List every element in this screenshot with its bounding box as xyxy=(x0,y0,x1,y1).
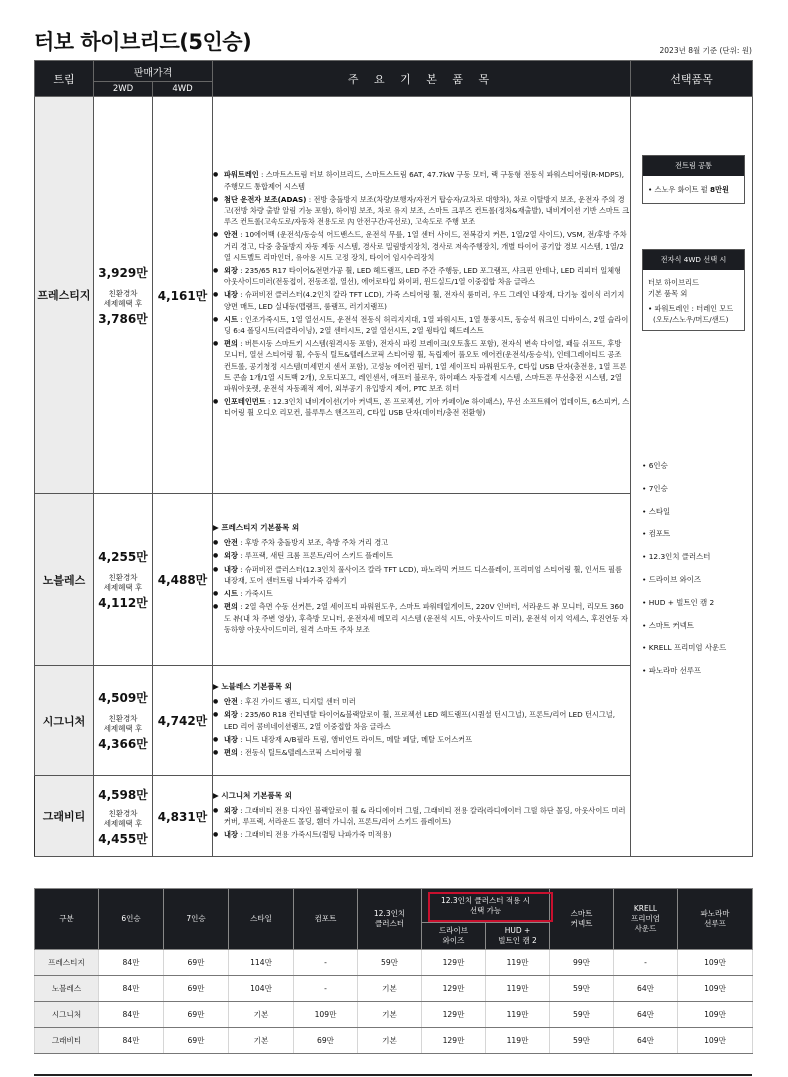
price-2wd: 4,255만 xyxy=(98,550,148,564)
price-2wd-cell xyxy=(94,776,153,857)
option-price-cell: 119만 xyxy=(486,950,550,976)
option-price-cell: 114만 xyxy=(229,950,294,976)
price-2wd: 4,598만 xyxy=(98,787,148,802)
feature-item: ● 시트 : 인조가죽시트, 1열 열선시트, 운전석 전동식 허리지지대, 1열 파워시트, 1열 통풍시트, 동승석 워크인 디바이스, 2열 슬라이딩 6:4 폴딩시트(리클라이닝), 2열 센터시트, 2열 열선시트, 2열 윙타입 헤드레스트 xyxy=(213,314,630,336)
features-cell xyxy=(213,494,631,666)
option-price-cell: 64만 xyxy=(614,1028,678,1054)
feature-item: ● 외장 : 루프랙, 새틴 크롬 프론트/리어 스키드 플레이트 xyxy=(213,550,630,561)
benefit-line2: 세제혜택 후 xyxy=(103,298,143,308)
option-price-cell: - xyxy=(294,950,358,976)
option-item: • 컴포트 xyxy=(642,529,671,539)
feature-item: ● 내장 : 그래비티 전용 가죽시트(퀼팅 나파가죽 미적용) xyxy=(213,829,630,840)
option-price-cell: 109만 xyxy=(678,1028,753,1054)
option-item: • 7인승 xyxy=(642,483,668,493)
price-2wd: 4,509만 xyxy=(98,691,148,705)
option-price-cell: 109만 xyxy=(678,1002,753,1028)
header-trim: 트림 xyxy=(35,61,94,97)
all-trims-item: • 스노우 화이트 펄 8만원 xyxy=(648,185,729,194)
option-row xyxy=(35,950,753,976)
price-4wd: 4,831만 xyxy=(153,776,213,857)
feature-list xyxy=(213,169,630,418)
feature-item: ● 안전 : 10에어백 (운전석/동승석 어드밴스드, 운전석 무릎, 1열 센터 사이드, 전복감지 커튼, 1열/2열 사이드), VSM, 전/후방 주차 거리 경고, 다중 충돌방지 자동 제동 시스템, 경사로 밀림방지장치, 경사로 저속주행장치, 개별 타이어 공기압 경보 시스템, 1열/2열 시트벨트 리마인더, 유아용 시트 고정 장치, 타이어 임시수리장치 xyxy=(213,229,630,263)
option-price-cell: 104만 xyxy=(229,976,294,1002)
option-price-cell: - xyxy=(294,976,358,1002)
option-price-cell: 84만 xyxy=(99,976,164,1002)
opt-header-style: 스타일 xyxy=(229,889,294,950)
benefit-line1: 친환경차 xyxy=(108,808,138,818)
price-2wd-cell xyxy=(94,97,153,494)
feature-item: ● 편의 : 버튼시동 스마트키 시스템(원격시동 포함), 전자식 파킹 브레이크(오토홀드 포함), 전자식 변속 다이얼, 패들 쉬프트, 후방 모니터, 열선 스티어링 휠, 수동식 틸트&텔레스코픽 스티어링 휠, 독립제어 풀오토 에어컨(운전석/동승석), 인테그레이티드 공조 컨트롤, 공기청정 시스템(미세먼지 센서 포함), 고성능 에어컨 필터, 1열 세이프티 파워윈도우, C타입 USB 단자(충전용, 1열 프론트 콘솔 1개/1열 시트백 2개), 오토디포그, 레인센서, 애프터 블로우, 하이패스 자동결제 시스템, 스마트폰 무선충전 시스템, 2열 파워아웃렛, 운전석 자동쾌적 제어, 외부공기 유입방지 제어, PTC 보조 히터 xyxy=(213,338,630,394)
features-cell xyxy=(213,97,631,494)
cluster-group-highlight xyxy=(428,892,553,922)
opt-header-cluster-group: 12.3인치 클러스터 적용 시 선택 가능 xyxy=(422,889,550,923)
feature-item: ● 파워트레인 : 스마트스트림 터보 하이브리드, 스마트스트림 6AT, 47.7kW 구동 모터, 랙 구동형 전동식 파워스티어링(R-MDPS), 주행모드 통합제어 시스템 xyxy=(213,169,630,191)
option-price-cell: 99만 xyxy=(550,950,614,976)
opt-header-category: 구분 xyxy=(35,889,99,950)
includes-note: ▶ 프레스티지 기본품목 외 xyxy=(213,523,300,533)
features-cell xyxy=(213,666,631,776)
option-row-trim: 시그니처 xyxy=(35,1002,99,1028)
option-price-cell: 119만 xyxy=(486,976,550,1002)
option-price-cell: 84만 xyxy=(99,1028,164,1054)
option-price-cell: 129만 xyxy=(422,1028,486,1054)
benefit-line1: 친환경차 xyxy=(108,714,138,723)
option-item: • KRELL 프리미엄 사운드 xyxy=(642,643,727,653)
feature-item: ● 외장 : 235/60 R18 컨티넨탈 타이어&블랙알로이 휠, 프로젝션 LED 헤드램프(시퀀셜 턴시그널), 프론트/리어 LED 턴시그널, LED 리어 콤비네이션램프, 2열 이중접합 차음 글라스 xyxy=(213,709,630,731)
opt-header-krell: KRELL 프리미엄 사운드 xyxy=(614,889,678,950)
benefit-line2: 세제혜택 후 xyxy=(103,724,143,733)
option-item: • 12.3인치 클러스터 xyxy=(642,552,711,562)
feature-item: ● 인포테인먼트 : 12.3인치 내비게이션(기아 커넥트, 폰 프로젝션, 기아 카페이/e 하이패스), 무선 소프트웨어 업데이트, 6스피커, 스티어링 휠 오디오 리모컨, 블루투스 핸즈프리, C타입 USB 단자(데이터/충전 전환형) xyxy=(213,396,630,418)
feature-item: ● 편의 : 2열 측면 수동 선커튼, 2열 세이프티 파워윈도우, 스마트 파워테일게이트, 220V 인버터, 서라운드 뷰 모니터, 리모트 360도 뷰(내 차 주변 영상), 후측방 모니터, 운전자세 메모리 시스템 (운전석 시트, 아웃사이드 미러), 운전석 이지 억세스, 후진연동 자동하향 아웃사이드미러, 원격 스마트 주차 보조 xyxy=(213,601,630,635)
option-price-cell: 기본 xyxy=(358,1002,422,1028)
feature-item: ● 안전 : 후방 주차 충돌방지 보조, 측방 주차 거리 경고 xyxy=(213,537,630,548)
option-item: • HUD + 빌트인 캠 2 xyxy=(642,597,715,607)
option-price-cell: 69만 xyxy=(164,950,229,976)
option-item: • 파노라마 선루프 xyxy=(642,666,702,676)
header-price: 판매가격 xyxy=(94,61,213,82)
option-price-cell: 69만 xyxy=(294,1028,358,1054)
option-price-cell: 109만 xyxy=(678,950,753,976)
option-price-cell: 119만 xyxy=(486,1002,550,1028)
trim-name: 그래비티 xyxy=(35,776,94,857)
benefit-line2: 세제혜택 후 xyxy=(103,818,143,828)
option-price-cell: 109만 xyxy=(678,976,753,1002)
option-price-cell: 59만 xyxy=(550,1028,614,1054)
opt-header-hud: HUD + 빌트인 캠 2 xyxy=(486,923,550,950)
feature-item: ● 외장 : 235/65 R17 타이어&전면가공 휠, LED 헤드램프, LED 주간 주행등, LED 포그램프, 샤크핀 안테나, LED 리피터 일체형 아웃사이드미러(전동접이, 전동조절, 열선), 에어로타입 와이퍼, 윈드실드/1열 이중접합 차음 글라스 xyxy=(213,265,630,287)
price-after-benefit: 4,366만 xyxy=(98,737,148,751)
feature-item: ● 시트 : 가죽시트 xyxy=(213,588,630,599)
option-price-cell: 기본 xyxy=(358,976,422,1002)
feature-list xyxy=(213,805,630,841)
price-2wd-cell xyxy=(94,666,153,776)
option-row-trim: 노블레스 xyxy=(35,976,99,1002)
option-item: • 스타일 xyxy=(642,506,671,516)
option-price-cell: 기본 xyxy=(358,1028,422,1054)
opt-header-6seat: 6인승 xyxy=(99,889,164,950)
opt-header-comfort: 컴포트 xyxy=(294,889,358,950)
option-price-cell: 59만 xyxy=(550,976,614,1002)
option-price-cell: 59만 xyxy=(358,950,422,976)
benefit-line2: 세제혜택 후 xyxy=(103,583,143,592)
price-4wd: 4,742만 xyxy=(153,666,213,776)
opt-header-panorama: 파노라마 선루프 xyxy=(678,889,753,950)
option-list xyxy=(642,460,726,688)
option-price-table xyxy=(34,888,753,1054)
option-row xyxy=(35,1028,753,1054)
price-2wd: 3,929만 xyxy=(98,265,148,280)
feature-item: ● 첨단 운전자 보조(ADAS) : 전방 충돌방지 보조(차량/보행자/자전거 탑승자/교차로 대향차), 차로 이탈방지 보조, 운전자 주의 경고(전방 차량 출발 알림 기능 포함), 하이빔 보조, 차로 유지 보조, 스마트 크루즈 컨트롤(정차&재출발), 내비게이션 기반 스마트 크루즈 컨트롤(고속도로/자동차 전용도로 內 안전구간/곡선로), 고속도로 주행 보조 xyxy=(213,194,630,228)
price-4wd: 4,488만 xyxy=(153,494,213,666)
feature-item: ● 내장 : 슈퍼비전 클러스터(4.2인치 칼라 TFT LCD), 가죽 스티어링 휠, 전자식 룸미러, 우드 그레인 내장재, 다기능 접이식 러기지 양면 매트, LED 실내등(맵램프, 룸램프, 러기지램프) xyxy=(213,289,630,311)
opt-header-smart-connect: 스마트 커넥트 xyxy=(550,889,614,950)
option-price-cell: 64만 xyxy=(614,976,678,1002)
option-item: • 6인승 xyxy=(642,461,668,470)
all-trims-title: 전트림 공통 xyxy=(643,156,744,176)
feature-item: ● 내장 : 니트 내장재 A/B필라 트림, 앰비언트 라이트, 메탈 페달, 메탈 도어스커프 xyxy=(213,734,630,745)
option-rows xyxy=(35,950,753,1054)
feature-item: ● 외장 : 그래비티 전용 디자인 블랙알로이 휠 & 라디에이터 그릴, 그래비티 전용 칼라(라디에이터 그릴 하단 몰딩, 아웃사이드 미러 커버, 루프랙, 서라운드 몰딩, 휀더 가니쉬, 프론트/리어 스키드 플레이트) xyxy=(213,805,630,827)
price-after-benefit: 3,786만 xyxy=(98,311,148,326)
feature-item: ● 편의 : 전동식 틸트&텔레스코픽 스티어링 휠 xyxy=(213,747,630,758)
option-price-cell: 기본 xyxy=(229,1002,294,1028)
awd-title: 전자식 4WD 선택 시 xyxy=(643,250,744,270)
price-after-benefit: 4,455만 xyxy=(98,831,148,846)
benefit-line1: 친환경차 xyxy=(108,573,138,582)
option-row-trim: 프레스티지 xyxy=(35,950,99,976)
header-features: 주 요 기 본 품 목 xyxy=(213,61,631,97)
option-row xyxy=(35,1002,753,1028)
trim-price-table xyxy=(34,60,753,857)
price-after-benefit: 4,112만 xyxy=(98,596,148,610)
awd-option-box xyxy=(642,249,745,331)
includes-note: ▶ 노블레스 기본품목 외 xyxy=(213,681,292,691)
option-price-cell: - xyxy=(614,950,678,976)
option-row xyxy=(35,976,753,1002)
option-item: • 스마트 커넥트 xyxy=(642,620,694,630)
price-4wd: 4,161만 xyxy=(153,97,213,494)
header-4wd: 4WD xyxy=(153,82,213,97)
price-2wd-cell xyxy=(94,494,153,666)
header-options: 선택품목 xyxy=(631,61,753,97)
includes-note: ▶ 시그니처 기본품목 외 xyxy=(213,790,292,800)
option-price-cell: 129만 xyxy=(422,950,486,976)
options-column xyxy=(631,97,753,857)
feature-item: ● 안전 : 후진 가이드 램프, 디지털 센터 미러 xyxy=(213,696,630,707)
option-price-cell: 59만 xyxy=(550,1002,614,1028)
trim-name: 노블레스 xyxy=(35,494,94,666)
option-price-cell: 109만 xyxy=(294,1002,358,1028)
price-basis-note: 2023년 8월 기준 (단위: 원) xyxy=(659,46,752,55)
option-row-trim: 그래비티 xyxy=(35,1028,99,1054)
benefit-line1: 친환경차 xyxy=(108,288,138,298)
option-price-cell: 84만 xyxy=(99,950,164,976)
option-price-cell: 84만 xyxy=(99,1002,164,1028)
option-price-cell: 129만 xyxy=(422,1002,486,1028)
trim-name: 시그니처 xyxy=(35,666,94,776)
feature-list xyxy=(213,696,630,758)
option-price-cell: 119만 xyxy=(486,1028,550,1054)
features-cell xyxy=(213,776,631,857)
opt-header-cluster: 12.3인치 클러스터 xyxy=(358,889,422,950)
option-price-cell: 기본 xyxy=(229,1028,294,1054)
feature-list xyxy=(213,537,630,635)
all-trims-option-box xyxy=(642,155,745,204)
option-price-cell: 69만 xyxy=(164,976,229,1002)
page-title: 터보 하이브리드(5인승) xyxy=(34,30,252,54)
header-2wd: 2WD xyxy=(94,82,153,97)
trim-name: 프레스티지 xyxy=(35,97,94,494)
option-price-cell: 129만 xyxy=(422,976,486,1002)
option-price-cell: 69만 xyxy=(164,1002,229,1028)
table-bottom-rule xyxy=(34,1074,752,1076)
option-item: • 드라이브 와이즈 xyxy=(642,574,702,584)
option-price-cell: 64만 xyxy=(614,1002,678,1028)
opt-header-drive-wise: 드라이브 와이즈 xyxy=(422,923,486,950)
awd-body: 터보 하이브리드 기본 품목 외 • 파워트레인 : 터레인 모드 (오토/스노우/머드/샌드) xyxy=(648,278,734,324)
option-price-cell: 69만 xyxy=(164,1028,229,1054)
opt-header-7seat: 7인승 xyxy=(164,889,229,950)
feature-item: ● 내장 : 슈퍼비전 클러스터(12.3인치 풀사이즈 칼라 TFT LCD), 파노라믹 커브드 디스플레이, 프리미엄 스티어링 휠, 인서트 필름 내장재, 도어 센터트림 나파가죽 감싸기 xyxy=(213,564,630,586)
